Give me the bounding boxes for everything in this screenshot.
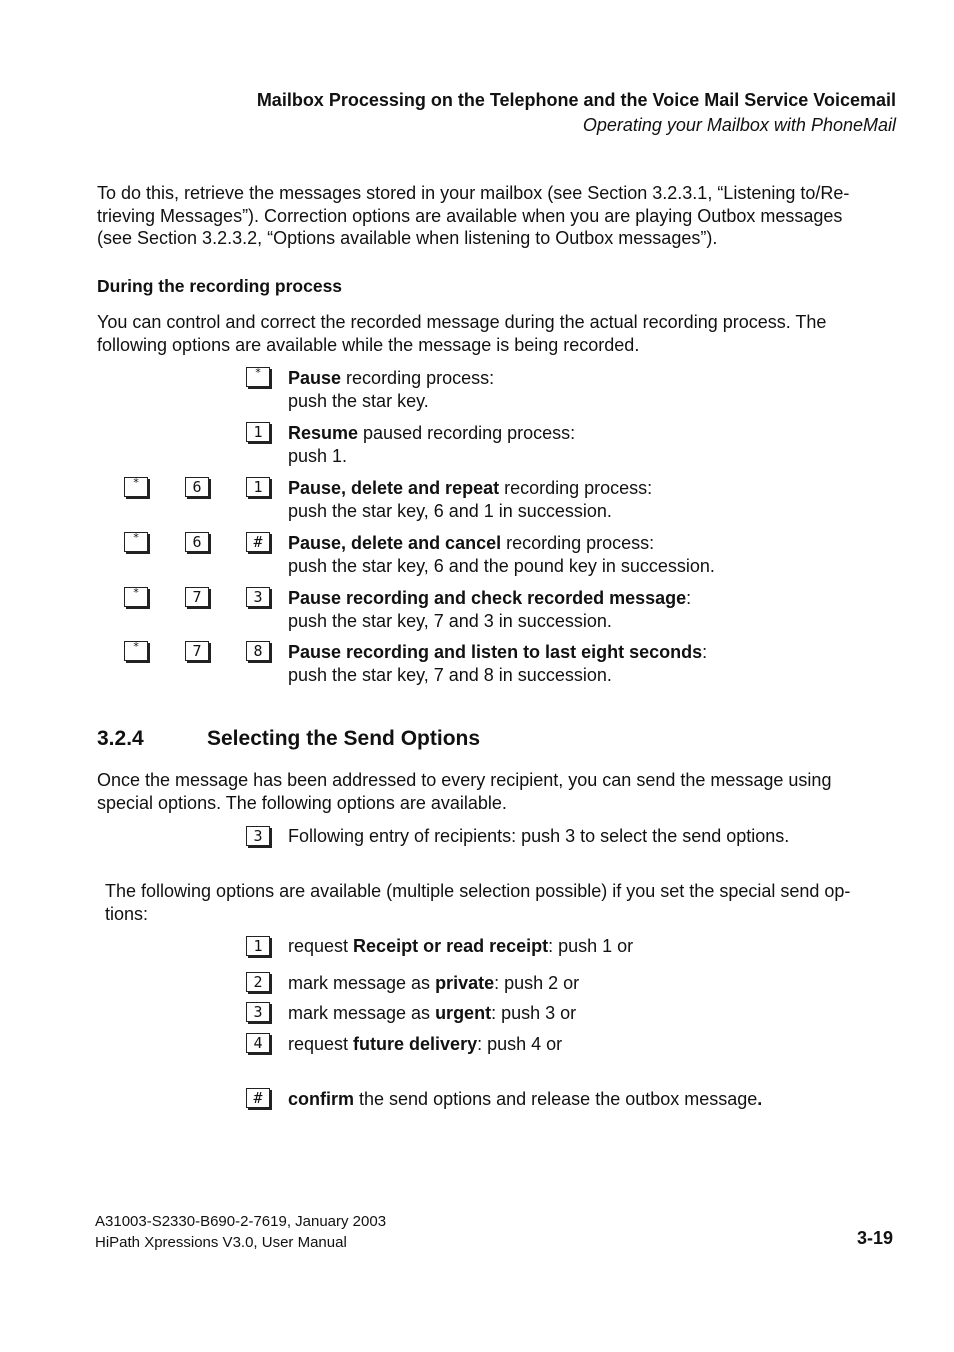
footer-manual: HiPath Xpressions V3.0, User Manual (95, 1234, 347, 1251)
key-4-icon: 4 (246, 1033, 270, 1053)
option-line2: push the star key, 7 and 3 in succession. (288, 611, 612, 631)
option-line2: push the star key. (288, 391, 429, 411)
option-pause (288, 367, 494, 413)
special-options-paragraph (105, 880, 900, 925)
page-number: 3-19 (856, 1228, 893, 1248)
section-title: Selecting the Send Options (207, 727, 481, 750)
select-send-options-text: Following entry of recipients: push 3 to select the send options. (288, 826, 790, 846)
option-bold: Pause recording and check recorded message (288, 588, 687, 608)
star-key-icon: * (246, 367, 270, 387)
option-rest: recording process: (499, 478, 653, 498)
send-option-pre: request (288, 936, 354, 956)
section-text-line: Once the message has been addressed to every recipient, you can send the message using (97, 770, 832, 790)
send-option-post: : push 1 or (548, 936, 634, 956)
send-option-private (288, 972, 579, 995)
option-rest: recording process: (501, 533, 655, 553)
option-bold: Pause, delete and repeat (288, 478, 500, 498)
send-option-bold: private (435, 973, 495, 993)
section-text-line: special options. The following options are available. (97, 792, 507, 813)
option-bold: Resume (288, 423, 359, 443)
send-option-bold: Receipt or read receipt (353, 936, 549, 956)
footer-doc-id: A31003-S2330-B690-2-7619, January 2003 (95, 1213, 387, 1230)
option-pause-delete-repeat (288, 477, 652, 523)
send-option-bold: confirm (288, 1089, 355, 1109)
send-option-post: the send options and release the outbox message (354, 1089, 758, 1109)
key-8-icon: 8 (246, 641, 270, 661)
footer (95, 1211, 386, 1253)
option-resume (288, 422, 575, 468)
recording-paragraph (97, 311, 897, 356)
option-rest: recording process: (341, 368, 495, 388)
key-3-icon: 3 (246, 826, 270, 846)
send-option-pre: request (288, 1034, 354, 1054)
star-key-icon: * (124, 532, 148, 552)
key-1-icon: 1 (246, 422, 270, 442)
special-text-line: tions: (105, 903, 149, 924)
option-check-recorded (288, 587, 691, 633)
send-option-receipt (288, 935, 633, 958)
option-bold: Pause, delete and cancel (288, 533, 502, 553)
key-6-icon: 6 (185, 477, 209, 497)
star-key-icon: * (124, 587, 148, 607)
send-option-bold: urgent (435, 1003, 492, 1023)
running-header-title: Mailbox Processing on the Telephone and the Voice Mail Service Voicemail (256, 90, 896, 110)
section-number: 3.2.4 (97, 727, 144, 750)
send-option-future-delivery (288, 1033, 562, 1056)
option-line2: push the star key, 6 and the pound key in succession. (288, 556, 715, 576)
key-1-icon: 1 (246, 477, 270, 497)
star-key-icon: * (124, 477, 148, 497)
option-rest: paused recording process: (358, 423, 576, 443)
key-1-icon: 1 (246, 936, 270, 956)
send-option-urgent (288, 1002, 576, 1025)
send-option-pre: mark message as (288, 973, 436, 993)
intro-line: (see Section 3.2.3.2, “Options available when listening to Outbox messages”). (97, 228, 718, 248)
section-paragraph (97, 769, 897, 814)
special-text-line: The following options are available (multiple selection possible) if you set the special send op- (105, 881, 851, 901)
option-rest: : (702, 642, 708, 662)
intro-line: To do this, retrieve the messages stored in your mailbox (see Section 3.2.3.1, “Listening to/Re- (97, 183, 850, 203)
key-2-icon: 2 (246, 972, 270, 992)
option-listen-last-eight (288, 641, 707, 687)
pound-key-icon: # (246, 1088, 270, 1108)
option-bold: Pause (288, 368, 342, 388)
send-option-bold: future delivery (353, 1034, 478, 1054)
running-header-subtitle: Operating your Mailbox with PhoneMail (582, 115, 896, 135)
send-option-post-bold: . (757, 1089, 763, 1109)
recording-heading: During the recording process (97, 276, 343, 296)
pound-key-icon: # (246, 532, 270, 552)
key-6-icon: 6 (185, 532, 209, 552)
key-3-icon: 3 (246, 1002, 270, 1022)
star-key-icon: * (124, 641, 148, 661)
key-3-icon: 3 (246, 587, 270, 607)
key-7-icon: 7 (185, 641, 209, 661)
option-rest: : (686, 588, 692, 608)
option-line2: push the star key, 7 and 8 in succession. (288, 665, 612, 685)
send-option-post: : push 3 or (491, 1003, 577, 1023)
option-line2: push the star key, 6 and 1 in succession. (288, 501, 612, 521)
option-line2: push 1. (288, 446, 348, 466)
intro-line: trieving Messages”). Correction options are available when you are playing Outbox messages (97, 205, 843, 226)
recording-text-line: You can control and correct the recorded message during the actual recording process. The (97, 312, 827, 332)
send-option-post: : push 2 or (494, 973, 580, 993)
key-7-icon: 7 (185, 587, 209, 607)
send-option-pre: mark message as (288, 1003, 436, 1023)
send-option-confirm (288, 1088, 762, 1111)
send-option-post: : push 4 or (477, 1034, 563, 1054)
option-bold: Pause recording and listen to last eight seconds (288, 642, 703, 662)
option-pause-delete-cancel (288, 532, 715, 578)
intro-paragraph (97, 182, 897, 250)
recording-text-line: following options are available while the message is being recorded. (97, 334, 640, 355)
